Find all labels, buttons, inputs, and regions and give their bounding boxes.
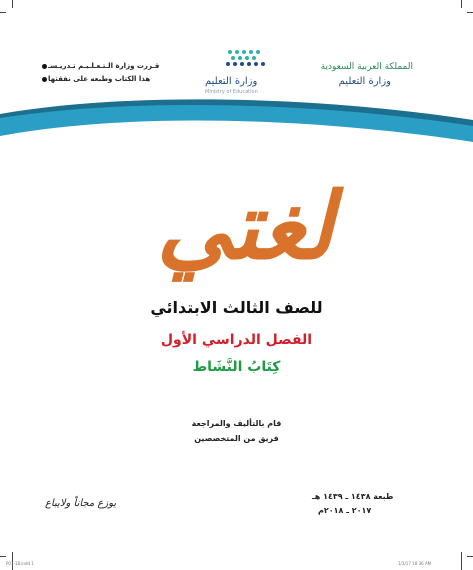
- grade-title: للصف الثالث الابتدائي: [150, 298, 323, 317]
- book-type-title: كِتَابُ النَّشَاط: [192, 359, 281, 375]
- logo-english-text: Ministry of Education: [205, 89, 258, 95]
- edition-hijri: طبعة ١٤٣٨ ـ ١٤٣٩ هـ: [312, 492, 394, 501]
- semester-title: الفصل الدراسي الأول: [160, 332, 313, 348]
- print-stamp: 1/3/17 10:36 AM: [398, 561, 432, 566]
- crop-mark-bottom-right-h: [467, 556, 473, 557]
- authors-line-2: فريق من المتخصصين: [194, 434, 279, 443]
- ministry-logo-icon: [222, 48, 268, 72]
- file-label: P01-18.indd 1: [6, 561, 34, 566]
- crop-mark-top-right: [461, 0, 462, 8]
- bullet-icon: [42, 77, 47, 82]
- crop-mark-bottom-left-h: [0, 556, 6, 557]
- authors-line-1: قام بالتأليف والمراجعة: [191, 419, 282, 428]
- crop-mark-top-left: [12, 0, 13, 8]
- logo-arabic-text: وزارة التعليم: [205, 76, 258, 87]
- approval-note: قـررت وزارة الـتـعـلـيـم تـدريـسـ: [48, 62, 160, 70]
- edition-gregorian: ٢٠١٧ ـ ٢٠١٨م: [318, 506, 372, 515]
- ministry-name: وزارة التعليم: [338, 76, 391, 87]
- free-distribution-stamp: يوزع مجاناً ولايباع: [45, 498, 117, 509]
- main-title-calligraphy: [145, 150, 345, 285]
- main-title-text: لغتي: [156, 172, 334, 280]
- country-name: المملكة العربية السعودية: [320, 62, 413, 72]
- wave-decoration: [0, 96, 473, 156]
- crop-mark-left: [0, 12, 6, 13]
- crop-mark-bottom-right: [461, 552, 462, 570]
- distribution-note: هذا الكتاب وطبعه على نفقتها: [48, 75, 151, 83]
- crop-mark-right: [467, 12, 473, 13]
- bullet-icon: [42, 64, 47, 69]
